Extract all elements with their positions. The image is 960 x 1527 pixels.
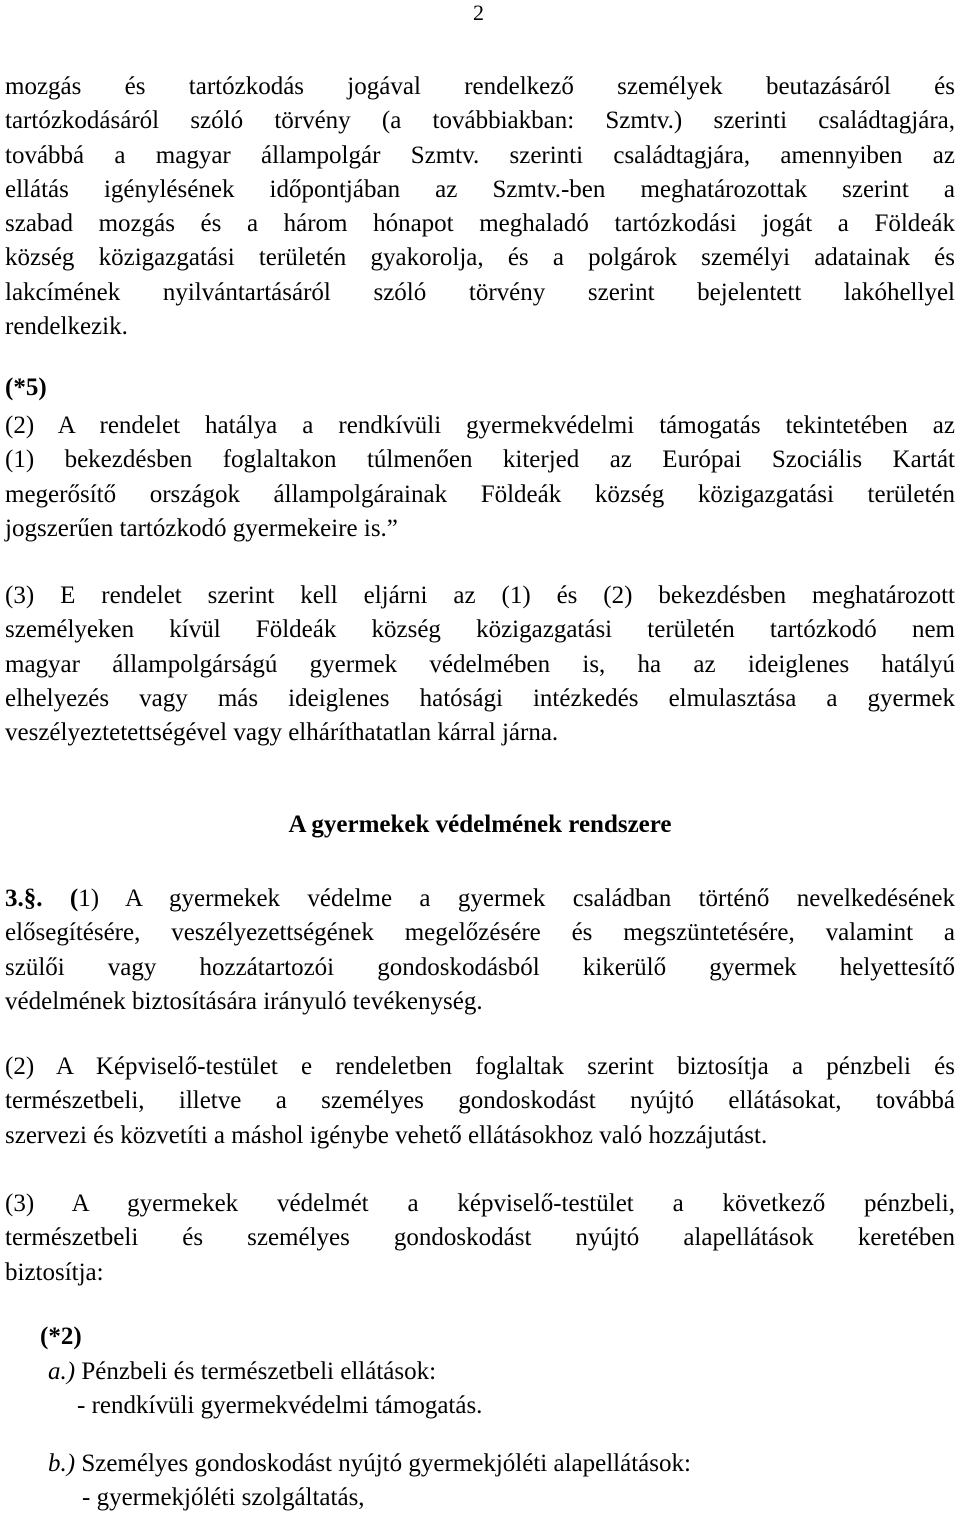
text-line: lakcímének nyilvántartásáról szóló törvény szerint bejelentett lakóhellyel — [5, 278, 955, 306]
paragraph-5 — [5, 1050, 955, 1153]
list-marker: a.) — [48, 1358, 76, 1385]
text-line: (3) A gyermekek védelmét a képviselő-testület a következő pénzbeli, — [5, 1190, 955, 1217]
text-line: magyar állampolgárságú gyermek védelmében is, ha az ideiglenes hatályú — [5, 650, 955, 678]
text-line: természetbeli, illetve a személyes gondoskodást nyújtó ellátásokat, továbbá — [5, 1087, 955, 1115]
section-heading: A gyermekek védelmének rendszere — [288, 811, 672, 838]
text-line — [5, 882, 955, 916]
text-line: ellátás igénylésének időpontjában az Szmtv.-ben meghatározottak szerint a — [5, 175, 955, 203]
text-line: mozgás és tartózkodás jogával rendelkező személyek beutazásáról és — [5, 73, 955, 100]
list-item-a — [48, 1358, 436, 1386]
text-line: védelmének biztosítására irányuló tevékenység. — [5, 987, 483, 1015]
sub-item: - rendkívüli gyermekvédelmi támogatás. — [77, 1392, 483, 1419]
list-item-b — [48, 1450, 691, 1478]
text-line: község közigazgatási területén gyakorolja, és a polgárok személyi adatainak és — [5, 244, 955, 272]
text-line: (1) bekezdésben foglaltakon túlmenően kiterjed az Európai Szociális Kartát — [5, 446, 955, 474]
text-line: (2) A Képviselő-testület e rendeletben foglaltak szerint biztosítja a pénzbeli és — [5, 1053, 955, 1080]
text-line: (2) A rendelet hatálya a rendkívüli gyermekvédelmi támogatás tekintetében az — [5, 412, 955, 439]
text-line: szervezi és közvetíti a máshol igénybe vehető ellátásokhoz való hozzájutást. — [5, 1121, 768, 1149]
page-number: 2 — [473, 0, 484, 25]
footnote-ref: (*5) — [5, 374, 47, 401]
section-number: 3.§. ( — [5, 885, 79, 912]
text-fragment: 1) A gyermekek védelme a gyermek családban történő nevelkedésének — [78, 885, 956, 912]
list-marker: b.) — [48, 1450, 76, 1477]
text-line: jogszerűen tartózkodó gyermekeire is.” — [5, 514, 398, 542]
text-line: (3) E rendelet szerint kell eljárni az (1) és (2) bekezdésben meghatározott — [5, 582, 955, 609]
footnote-ref: (*2) — [40, 1323, 82, 1350]
text-line: elősegítésére, veszélyezettségének megelőzésére és megszüntetésére, valamint a — [5, 919, 955, 947]
text-line: biztosítja: — [5, 1258, 104, 1286]
text-line: szülői vagy hozzátartozói gondoskodásból kikerülő gyermek helyettesítő — [5, 953, 955, 981]
list-item-text: Személyes gondoskodást nyújtó gyermekjóléti alapellátások: — [75, 1450, 691, 1477]
sub-item: - gyermekjóléti szolgáltatás, — [82, 1484, 365, 1511]
text-line: elhelyezés vagy más ideiglenes hatósági intézkedés elmulasztása a gyermek — [5, 684, 955, 712]
text-line: természetbeli és személyes gondoskodást nyújtó alapellátások keretében — [5, 1224, 955, 1252]
list-item-text: Pénzbeli és természetbeli ellátások: — [75, 1358, 437, 1385]
text-line: tartózkodásáról szóló törvény (a továbbiakban: Szmtv.) szerinti családtagjára, — [5, 107, 955, 135]
paragraph-3 — [5, 579, 955, 750]
paragraph-4 — [5, 882, 955, 1019]
text-line: rendelkezik. — [5, 313, 128, 341]
text-line: veszélyeztetettségével vagy elháríthatatlan kárral járna. — [5, 719, 559, 747]
text-line: továbbá a magyar állampolgár Szmtv. szerinti családtagjára, amennyiben az — [5, 141, 955, 169]
paragraph-2 — [5, 409, 955, 546]
text-line: megerősítő országok állampolgárainak Földeák község közigazgatási területén — [5, 480, 955, 508]
text-line: személyeken kívül Földeák község közigazgatási területén tartózkodó nem — [5, 616, 955, 644]
paragraph-1 — [5, 70, 955, 344]
text-line: szabad mozgás és a három hónapot meghaladó tartózkodási jogát a Földeák — [5, 210, 955, 238]
paragraph-6 — [5, 1187, 955, 1290]
